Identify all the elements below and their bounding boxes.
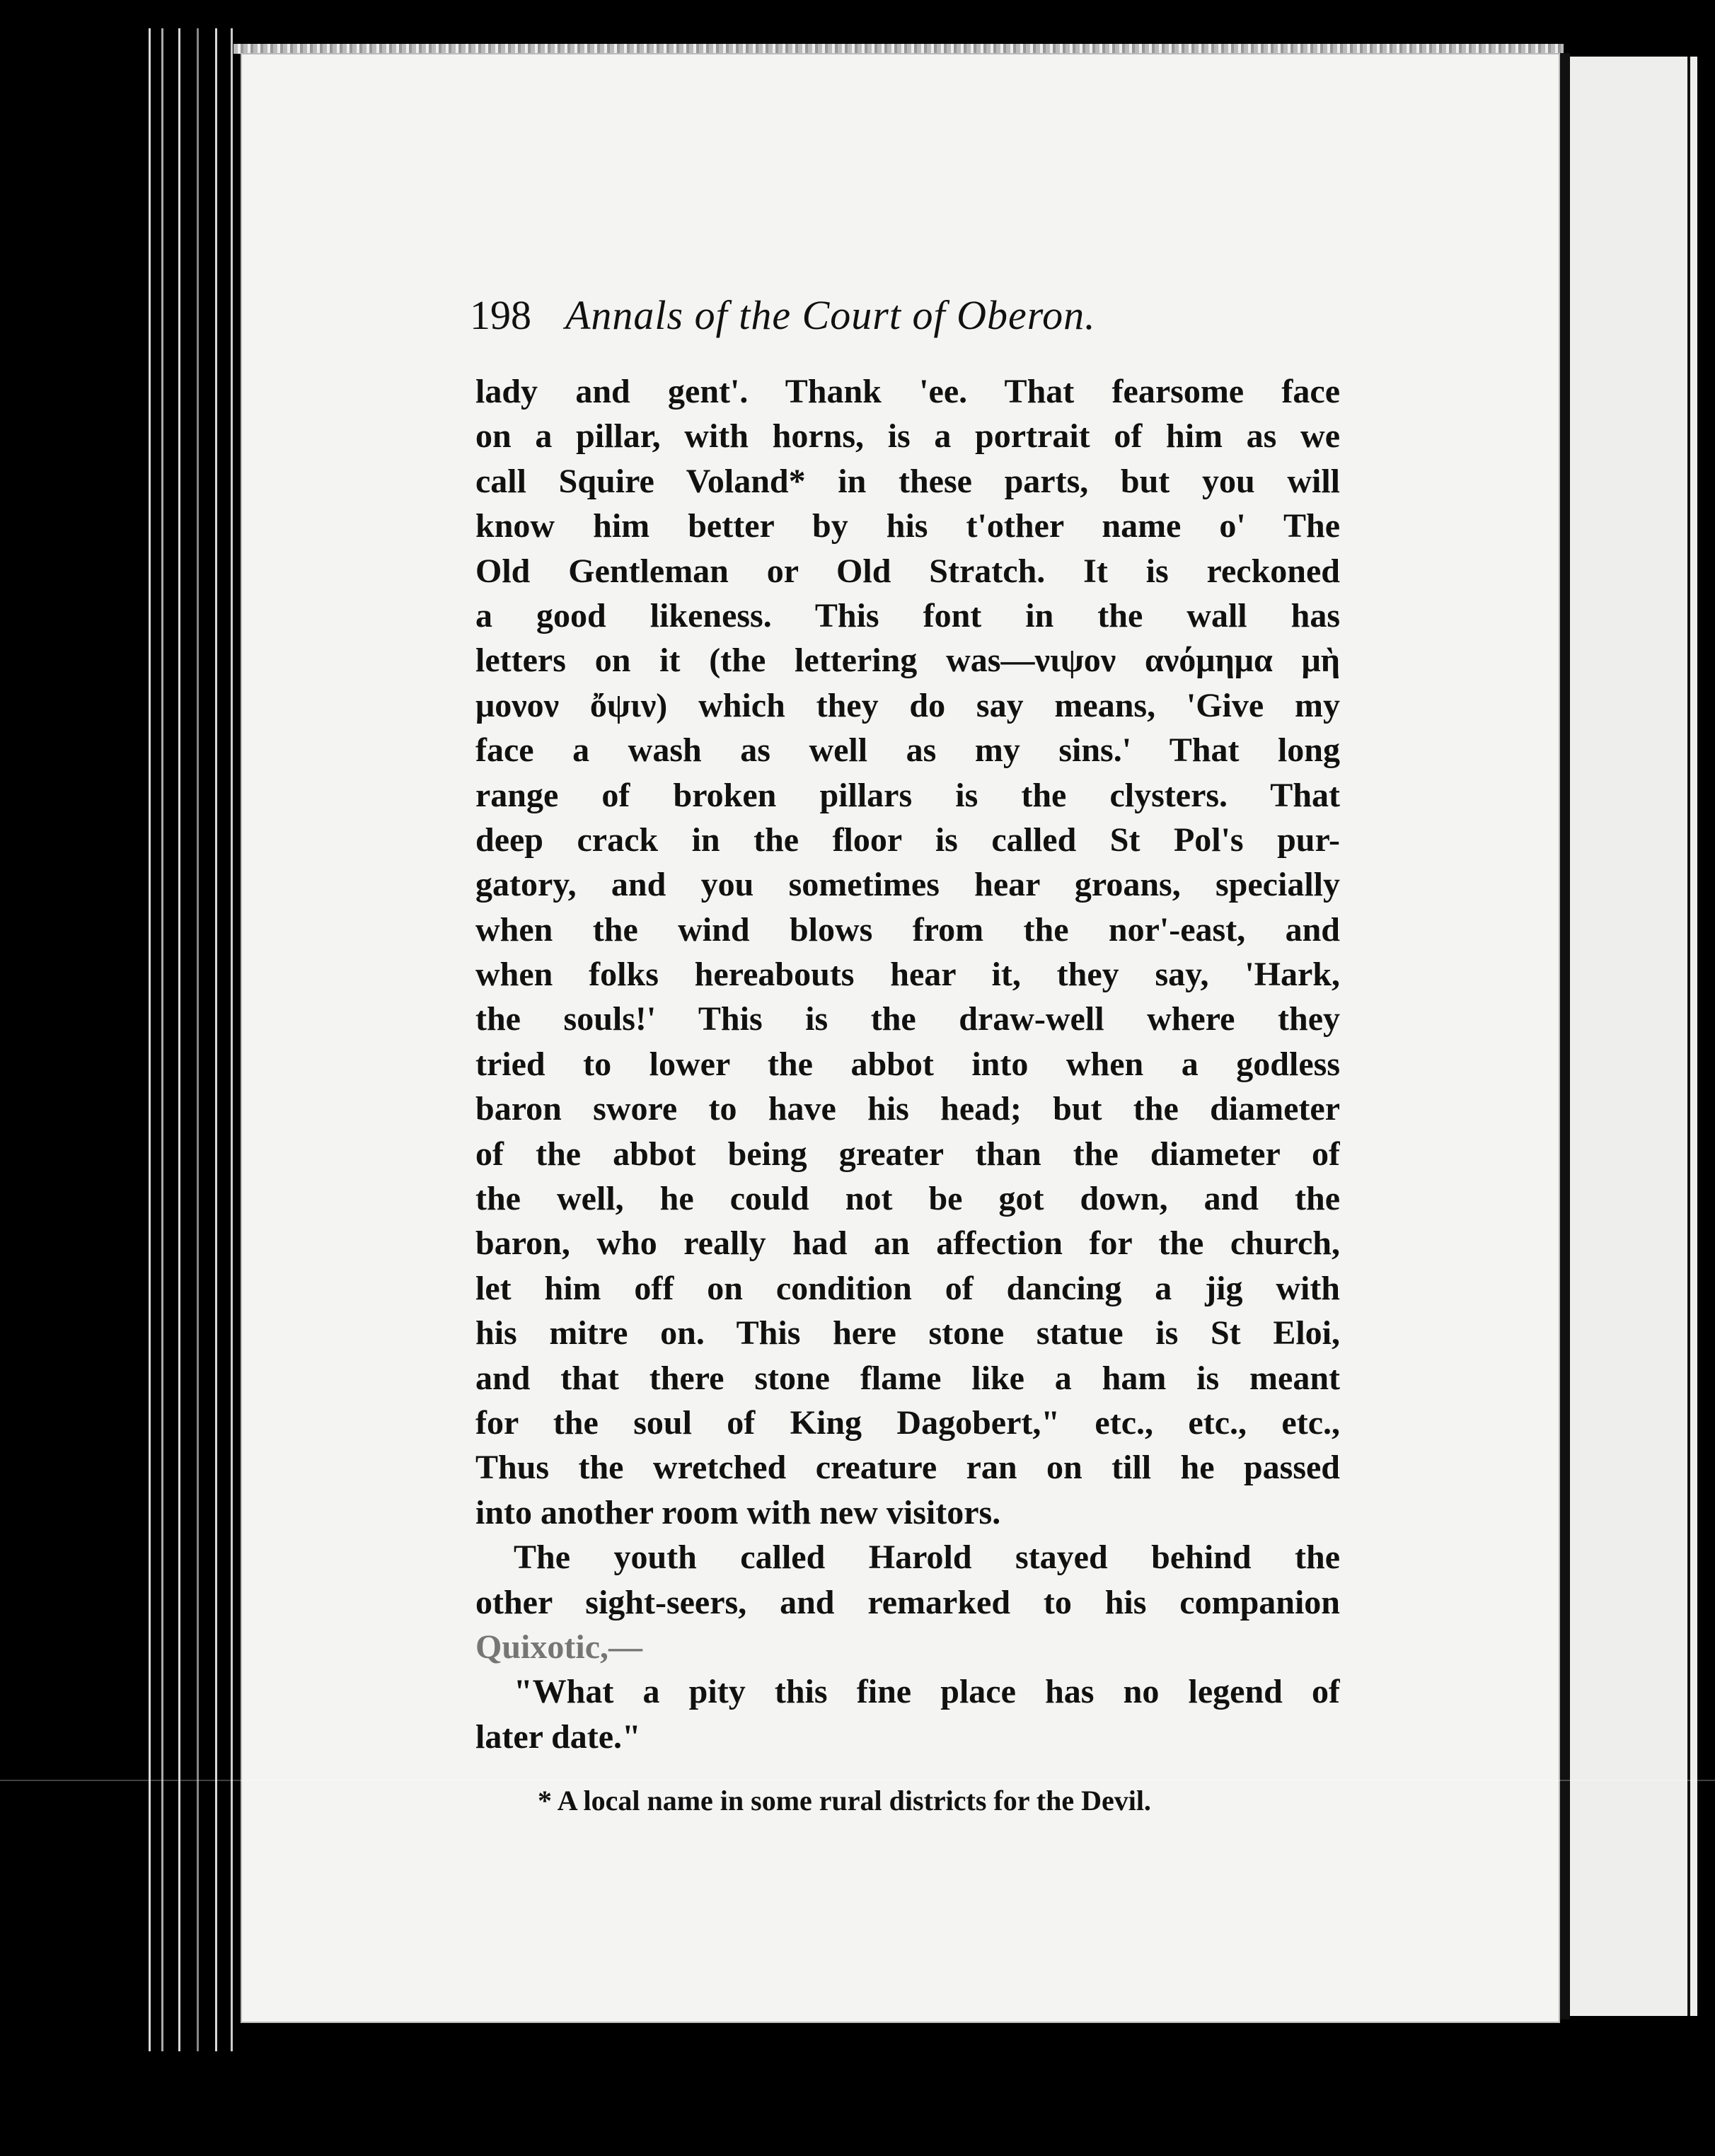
page-edge bbox=[215, 28, 217, 2051]
page-edge bbox=[178, 28, 180, 2051]
body-line: lady and gent'. Thank 'ee. That fearsome face bbox=[475, 373, 1340, 410]
running-title: Annals of the Court of Oberon. bbox=[565, 292, 1096, 338]
stacked-page-edges bbox=[142, 28, 248, 2051]
body-line: and that there stone flame like a ham is meant bbox=[475, 1359, 1340, 1397]
body-line: The youth called Harold stayed behind the bbox=[514, 1538, 1340, 1577]
page-text bbox=[470, 291, 1340, 1759]
body-line: "What a pity this fine place has no legend of bbox=[514, 1673, 1340, 1711]
body-line: Quixotic,— bbox=[475, 1628, 642, 1666]
footnote: * A local name in some rural districts for the Devil. bbox=[538, 1785, 1151, 1816]
body-line: on a pillar, with horns, is a portrait of him as we bbox=[475, 417, 1340, 456]
body-line: when the wind blows from the nor'-east, and bbox=[475, 910, 1340, 949]
body-line: when folks hereabouts hear it, they say, 'Hark, bbox=[475, 956, 1340, 994]
body-line: μονον ὄψιν) which they do say means, 'Give my bbox=[475, 686, 1340, 724]
body-line: Old Gentleman or Old Stratch. It is reckoned bbox=[475, 552, 1340, 590]
running-head bbox=[470, 291, 1340, 369]
page-top-edge bbox=[233, 44, 1564, 54]
body-line: a good likeness. This font in the wall has bbox=[475, 596, 1340, 634]
page-edge bbox=[231, 28, 233, 2051]
body-line: deep crack in the floor is called St Pol's pur- bbox=[475, 821, 1340, 859]
scan-artifact-line bbox=[0, 1780, 1715, 1781]
body-line: for the soul of King Dagobert," etc., etc., etc., bbox=[475, 1403, 1340, 1442]
body-line: face a wash as well as my sins.' That long bbox=[475, 731, 1340, 770]
body-line: the well, he could not be got down, and the bbox=[475, 1180, 1340, 1218]
body-line: of the abbot being greater than the diameter of bbox=[475, 1135, 1340, 1173]
page-number: 198 bbox=[470, 292, 531, 338]
page-edge bbox=[149, 28, 151, 2051]
body-line: other sight-seers, and remarked to his companion bbox=[475, 1583, 1340, 1621]
body-line: his mitre on. This here stone statue is St Eloi, bbox=[475, 1314, 1340, 1352]
body-line: let him off on condition of dancing a jig with bbox=[475, 1269, 1340, 1307]
body-line: know him better by his t'other name o' The bbox=[475, 507, 1340, 545]
book-gutter bbox=[1560, 53, 1570, 2019]
page-edge bbox=[197, 28, 199, 2051]
body-line: the souls!' This is the draw-well where they bbox=[475, 1000, 1340, 1038]
body-line: baron swore to have his head; but the diameter bbox=[475, 1090, 1340, 1128]
body-line: baron, who really had an affection for the church, bbox=[475, 1224, 1340, 1263]
body-line: Thus the wretched creature ran on till he passed bbox=[475, 1449, 1340, 1487]
body-line: range of broken pillars is the clysters. That bbox=[475, 776, 1340, 814]
body-line: gatory, and you sometimes hear groans, specially bbox=[475, 866, 1340, 904]
body-line: letters on it (the lettering was—νιψον ανόμημα μὴ bbox=[475, 642, 1340, 680]
facing-page-rule bbox=[1687, 57, 1690, 2016]
body-line: call Squire Voland* in these parts, but you will bbox=[475, 462, 1340, 500]
page-edge bbox=[161, 28, 163, 2051]
facing-page-edge bbox=[1570, 57, 1697, 2016]
body-line: into another room with new visitors. bbox=[475, 1493, 1001, 1531]
body-line: later date." bbox=[475, 1717, 641, 1756]
body-line: tried to lower the abbot into when a godless bbox=[475, 1045, 1340, 1083]
